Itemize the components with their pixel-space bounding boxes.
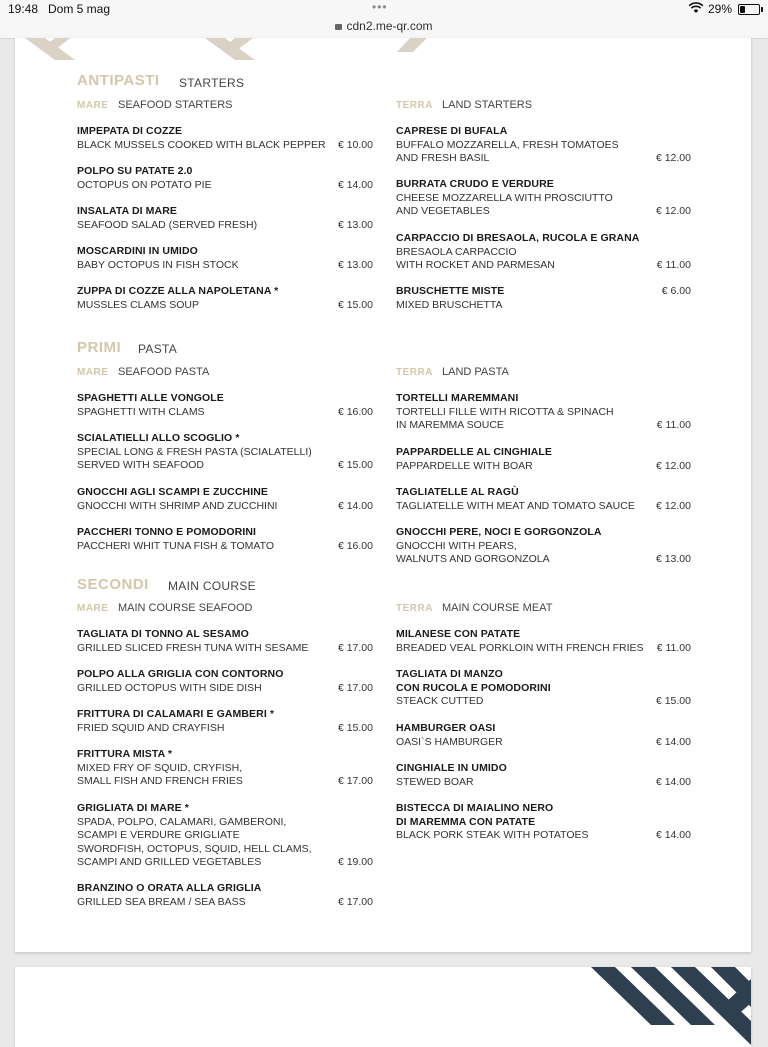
menu-page bbox=[15, 38, 751, 952]
menu-item bbox=[77, 748, 373, 789]
battery-percentage: 29% bbox=[708, 2, 733, 16]
item-description: TAGLIATELLE WITH MEAT AND TOMATO SAUCE bbox=[396, 499, 635, 512]
item-name: POLPO SU PATATE 2.0 bbox=[77, 165, 193, 177]
item-name: BRUSCHETTE MISTE bbox=[396, 285, 505, 297]
menu-item bbox=[396, 446, 691, 473]
item-price: € 12.00 bbox=[655, 152, 691, 164]
decorative-pattern-top bbox=[15, 38, 751, 68]
item-price: € 14.00 bbox=[337, 178, 373, 191]
menu-item bbox=[77, 526, 373, 553]
item-price: € 11.00 bbox=[656, 259, 691, 271]
item-name: GNOCCHI AGLI SCAMPI E ZUCCHINE bbox=[77, 486, 269, 498]
item-name: FRITTURA DI CALAMARI E GAMBERI * bbox=[77, 708, 275, 720]
item-name: SCIALATIELLI ALLO SCOGLIO * bbox=[77, 432, 240, 444]
decorative-pattern-corner bbox=[575, 967, 751, 1047]
item-price: € 16.00 bbox=[337, 539, 373, 552]
item-description: STEACK CUTTED bbox=[396, 695, 484, 707]
item-price: € 14.00 bbox=[655, 735, 691, 748]
menu-page-next bbox=[15, 967, 751, 1047]
category-sub: MAIN COURSE MEAT bbox=[442, 602, 553, 614]
wifi-icon bbox=[688, 2, 704, 14]
item-price: € 14.00 bbox=[337, 499, 373, 512]
menu-item bbox=[77, 882, 373, 909]
item-description: SPAGHETTI WITH CLAMS bbox=[77, 405, 205, 418]
item-description: MUSSLES CLAMS SOUP bbox=[77, 298, 199, 311]
item-description: MIXED BRUSCHETTA bbox=[396, 298, 503, 311]
menu-item bbox=[396, 125, 691, 166]
menu-item bbox=[396, 392, 691, 433]
category-mare: MARE bbox=[77, 367, 109, 378]
item-price: € 15.00 bbox=[337, 298, 373, 311]
category-terra: TERRA bbox=[396, 367, 433, 378]
item-price: € 17.00 bbox=[337, 895, 373, 908]
item-description: SEAFOOD SALAD (SERVED FRESH) bbox=[77, 218, 258, 231]
menu-item bbox=[77, 486, 373, 513]
item-description: WITH ROCKET AND PARMESAN bbox=[396, 259, 555, 271]
more-options-icon[interactable]: ••• bbox=[372, 0, 388, 14]
item-name: CARPACCIO DI BRESAOLA, RUCOLA E GRANA bbox=[396, 232, 640, 244]
url-text: cdn2.me-qr.com bbox=[346, 19, 433, 33]
browser-status-bar bbox=[0, 0, 768, 39]
item-description: SPECIAL LONG & FRESH PASTA (SCIALATELLI) bbox=[77, 445, 312, 458]
item-price: € 12.00 bbox=[655, 499, 691, 512]
item-price: € 6.00 bbox=[661, 285, 691, 297]
menu-item bbox=[77, 392, 373, 419]
item-description: BABY OCTOPUS IN FISH STOCK bbox=[77, 258, 239, 271]
item-description: WALNUTS AND GORGONZOLA bbox=[396, 553, 550, 565]
item-price: € 19.00 bbox=[337, 856, 373, 868]
item-price: € 11.00 bbox=[656, 641, 691, 654]
item-price: € 15.00 bbox=[337, 459, 373, 471]
item-description: BLACK PORK STEAK WITH POTATOES bbox=[396, 829, 589, 841]
item-description: AND FRESH BASIL bbox=[396, 152, 490, 164]
item-price: € 10.00 bbox=[337, 138, 373, 151]
section-subtitle-pasta: PASTA bbox=[138, 342, 178, 356]
item-description: BREADED VEAL PORKLOIN WITH FRENCH FRIES bbox=[396, 641, 644, 654]
item-name: TAGLIATA DI MANZO bbox=[396, 668, 503, 680]
menu-item bbox=[77, 628, 373, 655]
item-name: CON RUCOLA E POMODORINI bbox=[396, 681, 551, 694]
item-price: € 12.00 bbox=[655, 205, 691, 217]
section-title-antipasti: ANTIPASTI bbox=[77, 72, 160, 89]
item-name: ZUPPA DI COZZE ALLA NAPOLETANA * bbox=[77, 285, 279, 297]
menu-item bbox=[396, 526, 691, 567]
menu-item bbox=[396, 722, 691, 749]
item-description: MIXED FRY OF SQUID, CRYFISH, bbox=[77, 761, 243, 774]
item-price: € 12.00 bbox=[655, 459, 691, 472]
item-name: GNOCCHI PERE, NOCI E GORGONZOLA bbox=[396, 526, 602, 538]
category-mare: MARE bbox=[77, 100, 109, 111]
item-description: SMALL FISH AND FRENCH FRIES bbox=[77, 775, 243, 787]
item-price: € 15.00 bbox=[337, 721, 373, 734]
item-name: HAMBURGER OASI bbox=[396, 722, 496, 734]
menu-item bbox=[396, 486, 691, 513]
item-description: FRIED SQUID AND CRAYFISH bbox=[77, 721, 225, 734]
menu-item bbox=[396, 762, 691, 789]
item-description: SCAMPI AND GRILLED VEGETABLES bbox=[77, 856, 262, 868]
item-name: FRITTURA MISTA * bbox=[77, 748, 173, 760]
menu-item bbox=[77, 708, 373, 735]
menu-item bbox=[396, 802, 691, 843]
item-name: PAPPARDELLE AL CINGHIALE bbox=[396, 446, 553, 458]
item-price: € 15.00 bbox=[655, 695, 691, 707]
menu-item bbox=[77, 165, 373, 192]
item-description: OCTOPUS ON POTATO PIE bbox=[77, 178, 212, 191]
item-price: € 17.00 bbox=[337, 681, 373, 694]
category-terra: TERRA bbox=[396, 100, 433, 111]
menu-item bbox=[396, 668, 691, 709]
category-sub: LAND PASTA bbox=[442, 366, 509, 378]
item-description: GNOCCHI WITH SHRIMP AND ZUCCHINI bbox=[77, 499, 278, 512]
item-description: GRILLED SEA BREAM / SEA BASS bbox=[77, 895, 246, 908]
menu-item bbox=[396, 285, 691, 312]
category-sub: SEAFOOD PASTA bbox=[118, 366, 210, 378]
item-name: BISTECCA DI MAIALINO NERO bbox=[396, 802, 554, 814]
item-description: TORTELLI FILLE WITH RICOTTA & SPINACH bbox=[396, 405, 614, 418]
menu-item bbox=[77, 432, 373, 473]
item-description: IN MAREMMA SOUCE bbox=[396, 419, 504, 431]
item-price: € 17.00 bbox=[337, 641, 373, 654]
item-description: AND VEGETABLES bbox=[396, 205, 490, 217]
clock: 19:48 bbox=[8, 2, 39, 16]
section-title-primi: PRIMI bbox=[77, 339, 122, 356]
battery-icon bbox=[738, 4, 760, 15]
category-sub: LAND STARTERS bbox=[442, 99, 533, 111]
item-name: POLPO ALLA GRIGLIA CON CONTORNO bbox=[77, 668, 284, 680]
category-sub: MAIN COURSE SEAFOOD bbox=[118, 602, 253, 614]
lock-icon bbox=[335, 24, 342, 30]
item-description: CHEESE MOZZARELLA WITH PROSCIUTTO bbox=[396, 191, 613, 204]
item-description: SWORDFISH, OCTOPUS, SQUID, HELL CLAMS, bbox=[77, 842, 312, 855]
menu-item bbox=[396, 628, 691, 655]
item-description: SCAMPI E VERDURE GRIGLIATE bbox=[77, 829, 240, 841]
item-price: € 14.00 bbox=[655, 775, 691, 788]
item-name: SPAGHETTI ALLE VONGOLE bbox=[77, 392, 224, 404]
menu-item bbox=[77, 285, 373, 312]
item-description: BRESAOLA CARPACCIO bbox=[396, 245, 517, 258]
item-name: MOSCARDINI IN UMIDO bbox=[77, 245, 198, 257]
item-description: GNOCCHI WITH PEARS, bbox=[396, 539, 517, 552]
item-description: PAPPARDELLE WITH BOAR bbox=[396, 459, 533, 472]
item-description: BLACK MUSSELS COOKED WITH BLACK PEPPER bbox=[77, 138, 326, 151]
address-bar[interactable] bbox=[0, 19, 768, 33]
item-price: € 11.00 bbox=[656, 419, 691, 431]
item-name: GRIGLIATA DI MARE * bbox=[77, 802, 189, 814]
category-terra: TERRA bbox=[396, 603, 433, 614]
item-description: OASI`S HAMBURGER bbox=[396, 735, 503, 748]
item-price: € 13.00 bbox=[655, 553, 691, 565]
menu-item bbox=[77, 245, 373, 272]
section-subtitle-starters: STARTERS bbox=[179, 76, 245, 90]
item-name: IMPEPATA DI COZZE bbox=[77, 125, 183, 137]
item-name: CINGHIALE IN UMIDO bbox=[396, 762, 507, 774]
menu-item bbox=[77, 205, 373, 232]
category-mare: MARE bbox=[77, 603, 109, 614]
section-subtitle-main-course: MAIN COURSE bbox=[168, 579, 256, 593]
item-name: MILANESE CON PATATE bbox=[396, 628, 521, 640]
menu-item bbox=[396, 178, 691, 219]
item-description: PACCHERI WHIT TUNA FISH & TOMATO bbox=[77, 539, 274, 552]
item-name: CAPRESE DI BUFALA bbox=[396, 125, 508, 137]
section-title-secondi: SECONDI bbox=[77, 576, 149, 593]
item-name: INSALATA DI MARE bbox=[77, 205, 177, 217]
item-name: TAGLIATELLE AL RAGÙ bbox=[396, 486, 519, 498]
item-name: DI MAREMMA CON PATATE bbox=[396, 815, 536, 828]
item-name: BRANZINO O ORATA ALLA GRIGLIA bbox=[77, 882, 262, 894]
menu-item bbox=[396, 232, 691, 273]
item-description: BUFFALO MOZZARELLA, FRESH TOMATOES bbox=[396, 138, 619, 151]
item-description: GRILLED OCTOPUS WITH SIDE DISH bbox=[77, 681, 262, 694]
menu-item bbox=[77, 668, 373, 695]
item-description: STEWED BOAR bbox=[396, 775, 474, 788]
item-price: € 17.00 bbox=[337, 775, 373, 787]
menu-item bbox=[77, 125, 373, 152]
item-description: SERVED WITH SEAFOOD bbox=[77, 459, 204, 471]
item-name: TAGLIATA DI TONNO AL SESAMO bbox=[77, 628, 249, 640]
item-description: GRILLED SLICED FRESH TUNA WITH SESAME bbox=[77, 641, 309, 654]
item-name: TORTELLI MAREMMANI bbox=[396, 392, 519, 404]
menu-item bbox=[77, 802, 373, 870]
item-name: BURRATA CRUDO E VERDURE bbox=[396, 178, 554, 190]
item-name: PACCHERI TONNO E POMODORINI bbox=[77, 526, 257, 538]
date: Dom 5 mag bbox=[48, 2, 111, 16]
item-description: SPADA, POLPO, CALAMARI, GAMBERONI, bbox=[77, 815, 287, 828]
item-price: € 13.00 bbox=[337, 258, 373, 271]
category-sub: SEAFOOD STARTERS bbox=[118, 99, 233, 111]
item-price: € 14.00 bbox=[655, 829, 691, 841]
item-price: € 13.00 bbox=[337, 218, 373, 231]
item-price: € 16.00 bbox=[337, 405, 373, 418]
